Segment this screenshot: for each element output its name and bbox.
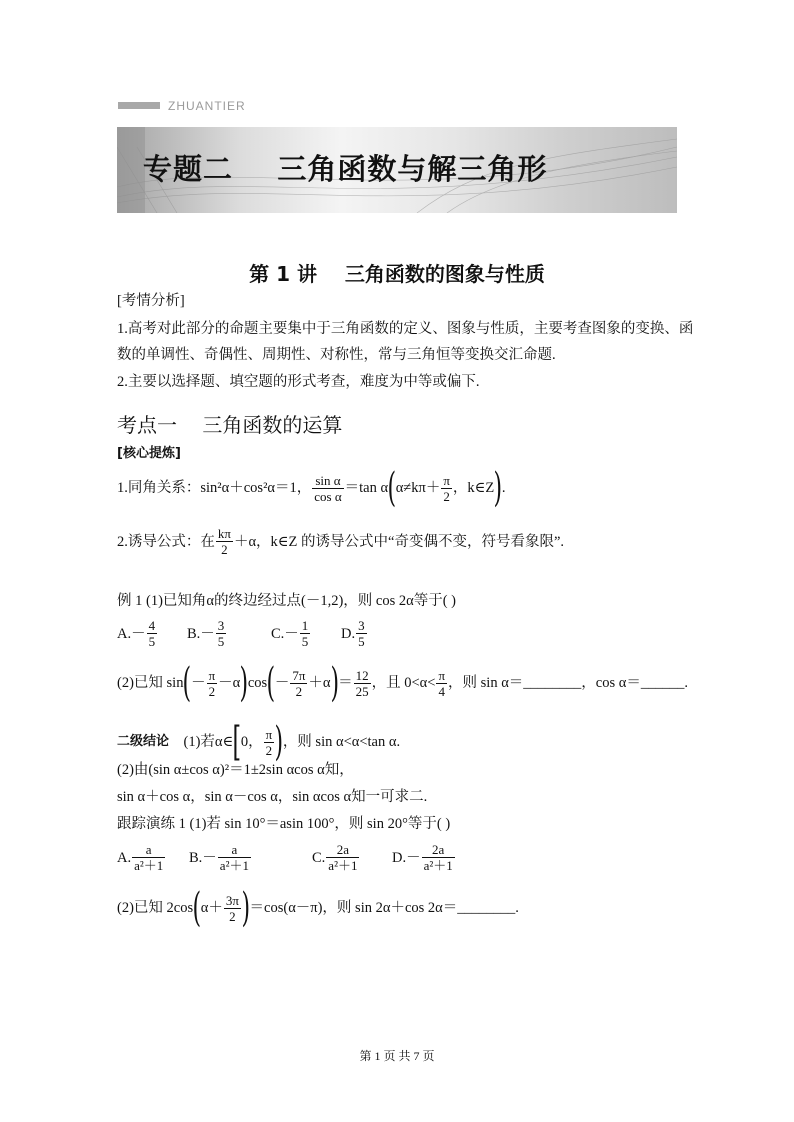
option-label: B.－ bbox=[187, 625, 215, 642]
q2-prefix: (2)已知 sin bbox=[117, 675, 184, 691]
option-b bbox=[189, 842, 312, 873]
example1-options bbox=[117, 618, 368, 649]
fraction-num: π bbox=[208, 667, 216, 683]
formula-cond-b: ，k∈Z bbox=[452, 480, 495, 496]
core-label: [核心提炼] bbox=[117, 446, 181, 461]
option-a bbox=[117, 842, 189, 873]
analysis-point1-line1: 1.高考对此部分的命题主要集中于三角函数的定义、图象与性质，主要考查图象的变换、函 bbox=[117, 321, 694, 337]
conclusion-1-prefix: (1)若α∈ bbox=[169, 734, 234, 750]
header-brand: ZHUANTIER bbox=[168, 99, 246, 113]
conclusion-3: sin α＋cos α，sin α－cos α，sin αcos α知一可求二. bbox=[117, 789, 428, 805]
fraction-kpi-2 bbox=[216, 526, 233, 557]
fraction-num: 4 bbox=[148, 618, 156, 633]
fraction-num: 2a bbox=[422, 842, 455, 858]
analysis-point1-line2: 数的单调性、奇偶性、周期性、对称性，常与三角恒等变换交汇命题. bbox=[117, 347, 556, 363]
zero-comma: 0， bbox=[240, 734, 263, 750]
fraction-num: sin α bbox=[312, 473, 343, 489]
option-b bbox=[187, 618, 271, 649]
fraction-den: a²＋1 bbox=[134, 858, 164, 873]
conclusion-1 bbox=[117, 719, 401, 765]
fraction-num: 12 bbox=[355, 667, 369, 683]
left-paren: ( bbox=[192, 885, 202, 931]
option-fraction bbox=[147, 618, 158, 649]
fraction-num: 7π bbox=[292, 667, 306, 683]
option-c bbox=[271, 618, 341, 649]
right-paren: ) bbox=[239, 660, 249, 706]
left-bracket: [ bbox=[232, 719, 242, 765]
fraction-den: 2 bbox=[443, 488, 450, 504]
conclusion-label: 二级结论 bbox=[117, 734, 170, 749]
fraction-den: a²＋1 bbox=[219, 858, 249, 873]
fraction-3pi-2 bbox=[224, 893, 241, 924]
option-label: C.－ bbox=[271, 625, 299, 642]
left-paren: ( bbox=[266, 660, 276, 706]
fraction-den: 25 bbox=[355, 683, 369, 699]
fraction-den: 5 bbox=[358, 634, 365, 649]
option-fraction bbox=[132, 842, 165, 873]
cos-label: cos bbox=[247, 675, 268, 691]
example1-q1: 例 1 (1)已知角α的终边经过点(－1,2)，则 cos 2α等于( ) bbox=[117, 593, 456, 609]
option-label: A. bbox=[117, 849, 132, 866]
analysis-label: [考情分析] bbox=[117, 293, 185, 309]
q2-prefix: (2)已知 2cos bbox=[117, 900, 194, 916]
fraction-12-25 bbox=[354, 668, 371, 699]
fraction-den: 2 bbox=[229, 908, 236, 924]
alpha-plus: α＋ bbox=[200, 900, 223, 916]
formula-induction-suffix: ＋α，k∈Z 的诱导公式中“奇变偶不变，符号看象限”. bbox=[233, 533, 565, 550]
option-d bbox=[392, 842, 456, 873]
option-c bbox=[312, 842, 392, 873]
q2-tail: ＝cos(α－π)，则 sin 2α＋cos 2α＝________. bbox=[249, 900, 519, 916]
fraction-den: 5 bbox=[148, 634, 156, 649]
fraction-den: cos α bbox=[314, 488, 342, 504]
fraction-den: 5 bbox=[301, 634, 309, 649]
option-fraction bbox=[300, 618, 311, 649]
fraction-num: 2a bbox=[326, 842, 359, 858]
right-paren: ) bbox=[493, 465, 503, 511]
formula-identity-mid: ＝tan α bbox=[344, 480, 389, 496]
minus-sign: － bbox=[274, 675, 290, 691]
fraction-num: kπ bbox=[217, 526, 231, 541]
example1-q2 bbox=[117, 660, 688, 706]
option-fraction bbox=[218, 842, 251, 873]
practice1-options bbox=[117, 842, 456, 873]
section-title: 考点一 三角函数的运算 bbox=[117, 413, 343, 437]
fraction-num: π bbox=[438, 667, 446, 683]
fraction-num: π bbox=[443, 472, 450, 488]
fraction-den: 2 bbox=[208, 683, 216, 699]
fraction-den: 2 bbox=[221, 542, 228, 557]
option-label: C. bbox=[312, 849, 326, 866]
fraction-pi-2 bbox=[264, 727, 275, 758]
minus-sign: － bbox=[191, 675, 206, 691]
fraction-den: a²＋1 bbox=[423, 858, 453, 873]
chapter-title: 专题二 三角函数与解三角形 bbox=[143, 152, 548, 186]
formula-induction bbox=[117, 526, 564, 557]
conclusion-1-tail: ，则 sin α<α<tan α. bbox=[282, 734, 401, 750]
fraction-num: 3 bbox=[358, 618, 365, 633]
option-label: D. bbox=[341, 625, 356, 642]
fraction-sin-cos bbox=[312, 473, 343, 504]
lesson-title: 第 1 讲 三角函数的图象与性质 bbox=[249, 262, 545, 286]
fraction-den: 2 bbox=[295, 683, 303, 699]
option-a bbox=[117, 618, 187, 649]
option-d bbox=[341, 618, 368, 649]
right-paren: ) bbox=[274, 719, 284, 765]
fraction-pi-4 bbox=[436, 668, 447, 699]
option-label: B.－ bbox=[189, 849, 217, 866]
fraction-den: a²＋1 bbox=[328, 858, 358, 873]
fraction-den: 5 bbox=[217, 634, 225, 649]
left-paren: ( bbox=[182, 660, 192, 706]
equals-sign: ＝ bbox=[338, 675, 353, 691]
q2-condition: ，且 0<α< bbox=[371, 675, 436, 691]
fraction-den: 2 bbox=[265, 742, 273, 758]
fraction-num: a bbox=[132, 842, 165, 858]
formula-identity-prefix: 1.同角关系：sin²α＋cos²α＝1， bbox=[117, 480, 312, 496]
fraction-num: 3π bbox=[225, 892, 239, 908]
option-label: A.－ bbox=[117, 625, 146, 642]
practice1-q2 bbox=[117, 885, 519, 931]
q2-tail: ，则 sin α＝________，cos α＝______. bbox=[448, 675, 688, 691]
formula-identity bbox=[117, 465, 506, 511]
option-fraction bbox=[326, 842, 359, 873]
left-paren: ( bbox=[387, 465, 397, 511]
practice1-q1: 跟踪演练 1 (1)若 sin 10°＝asin 100°，则 sin 20°等于( ) bbox=[117, 816, 451, 832]
right-paren: ) bbox=[241, 885, 251, 931]
fraction-7pi-2 bbox=[290, 668, 307, 699]
option-fraction bbox=[356, 618, 367, 649]
formula-end: . bbox=[501, 480, 506, 496]
fraction-den: 4 bbox=[438, 683, 445, 699]
fraction-num: a bbox=[218, 842, 251, 858]
conclusion-2: (2)由(sin α±cos α)²＝1±2sin αcos α知， bbox=[117, 762, 354, 778]
fraction-pi-2 bbox=[441, 473, 452, 504]
header-decor-bar bbox=[118, 102, 160, 109]
fraction-num: 1 bbox=[301, 618, 309, 633]
analysis-point2: 2.主要以选择题、填空题的形式考查，难度为中等或偏下. bbox=[117, 374, 480, 390]
fraction-pi-2 bbox=[207, 668, 218, 699]
formula-induction-prefix: 2.诱导公式：在 bbox=[117, 533, 215, 550]
option-fraction bbox=[422, 842, 455, 873]
option-label: D.－ bbox=[392, 849, 421, 866]
page-footer: 第 1 页 共 7 页 bbox=[359, 1049, 435, 1063]
option-fraction bbox=[216, 618, 227, 649]
fraction-num: 3 bbox=[217, 618, 225, 633]
right-paren: ) bbox=[330, 660, 339, 706]
minus-alpha: －α bbox=[218, 675, 241, 691]
plus-alpha: ＋α bbox=[308, 675, 331, 691]
formula-cond-a: α≠kπ＋ bbox=[395, 480, 441, 496]
fraction-num: π bbox=[265, 726, 273, 742]
